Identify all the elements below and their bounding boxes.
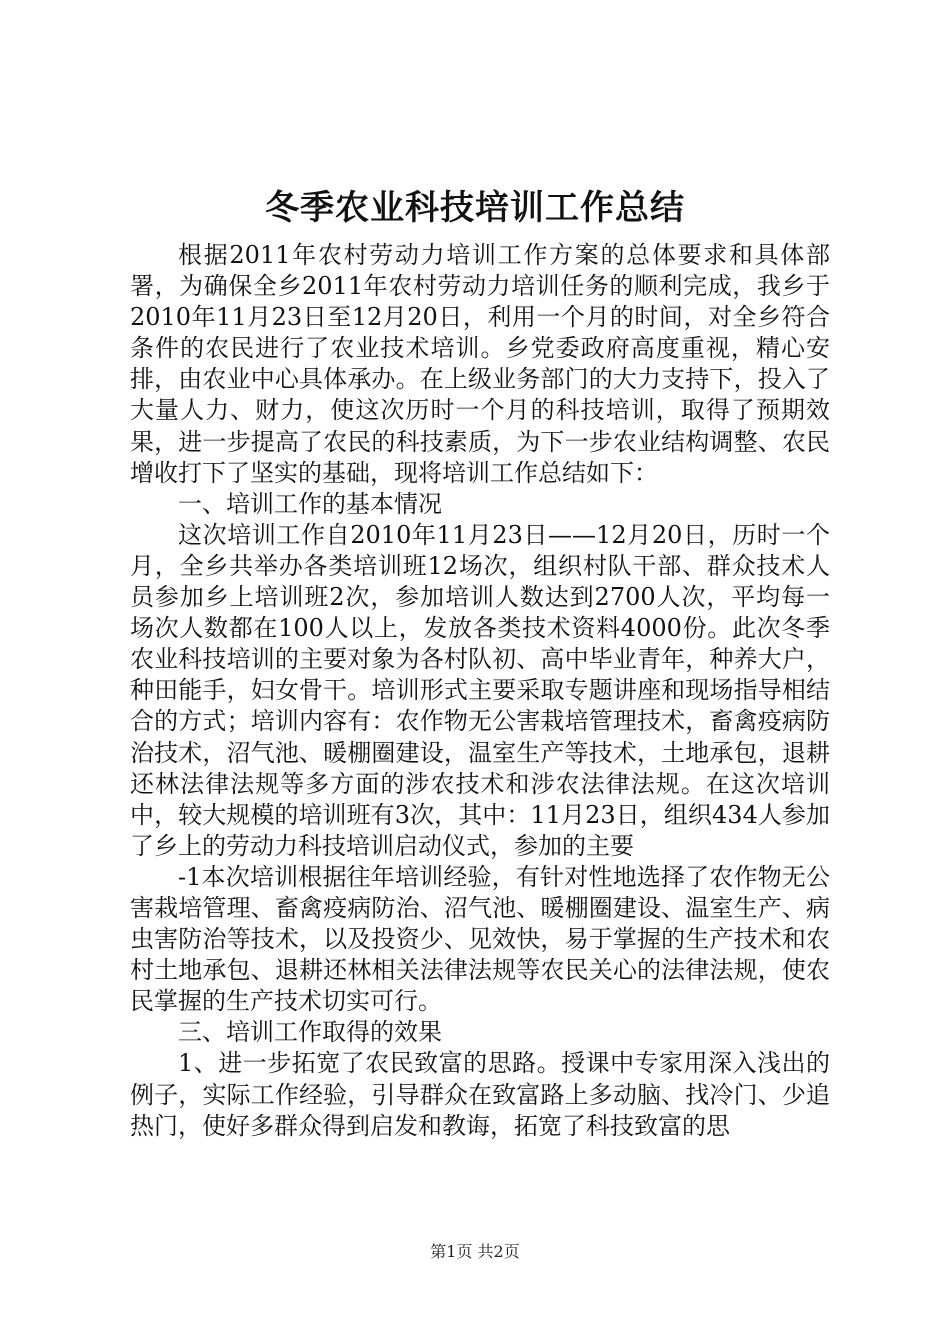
document-title: 冬季农业科技培训工作总结 [265,188,685,228]
section-heading-basic-situation: 一、培训工作的基本情况 [178,489,442,518]
section-heading-effects: 三、培训工作取得的效果 [178,1018,442,1047]
document-body [130,240,830,1142]
paragraph-basic-situation: 这次培训工作自2010年11月23日——12月20日，历时一个月，全乡共举办各类培训班12场次，组织村队干部、群众技术人员参加乡上培训班2次，参加培训人数达到2700人次，平均每一场次人数都在100人以上，发放各类技术资料4000份。此次冬季农业科技培训的主要对象为各村队初、高中毕业青年，种养大户，种田能手，妇女骨干。培训形式主要采取专题讲座和现场指导相结合的方式；培训内容有：农作物无公害栽培管理技术，畜禽疫病防治技术，沼气池、暖棚圈建设，温室生产等技术，土地承包，退耕还林法律法规等多方面的涉农技术和涉农法律法规。在这次培训中，较大规模的培训班有3次，其中：11月23日，组织434人参加了乡上的劳动力科技培训启动仪式，参加的主要 [130,520,830,860]
paragraph-intro: 根据2011年农村劳动力培训工作方案的总体要求和具体部署，为确保全乡2011年农村劳动力培训任务的顺利完成，我乡于2010年11月23日至12月20日，利用一个月的时间，对全乡符合条件的农民进行了农业技术培训。乡党委政府高度重视，精心安排，由农业中心具体承办。在上级业务部门的大力支持下，投入了大量人力、财力，使这次历时一个月的科技培训，取得了预期效果，进一步提高了农民的科技素质，为下一步农业结构调整、农民增收打下了坚实的基础，现将培训工作总结如下： [130,241,830,487]
page-footer: 第1页 共2页 [430,1242,520,1261]
paragraph-training-content: -1本次培训根据往年培训经验，有针对性地选择了农作物无公害栽培管理、畜禽疫病防治、沼气池、暖棚圈建设、温室生产、病虫害防治等技术，以及投资少、见效快，易于掌握的生产技术和农村土地承包、退耕还林相关法律法规等农民关心的法律法规，使农民掌握的生产技术切实可行。 [130,862,830,1016]
paragraph-effect-1: 1、进一步拓宽了农民致富的思路。授课中专家用深入浅出的例子，实际工作经验，引导群众在致富路上多动脑、找冷门、少追热门，使好多群众得到启发和教诲，拓宽了科技致富的思 [130,1049,830,1140]
